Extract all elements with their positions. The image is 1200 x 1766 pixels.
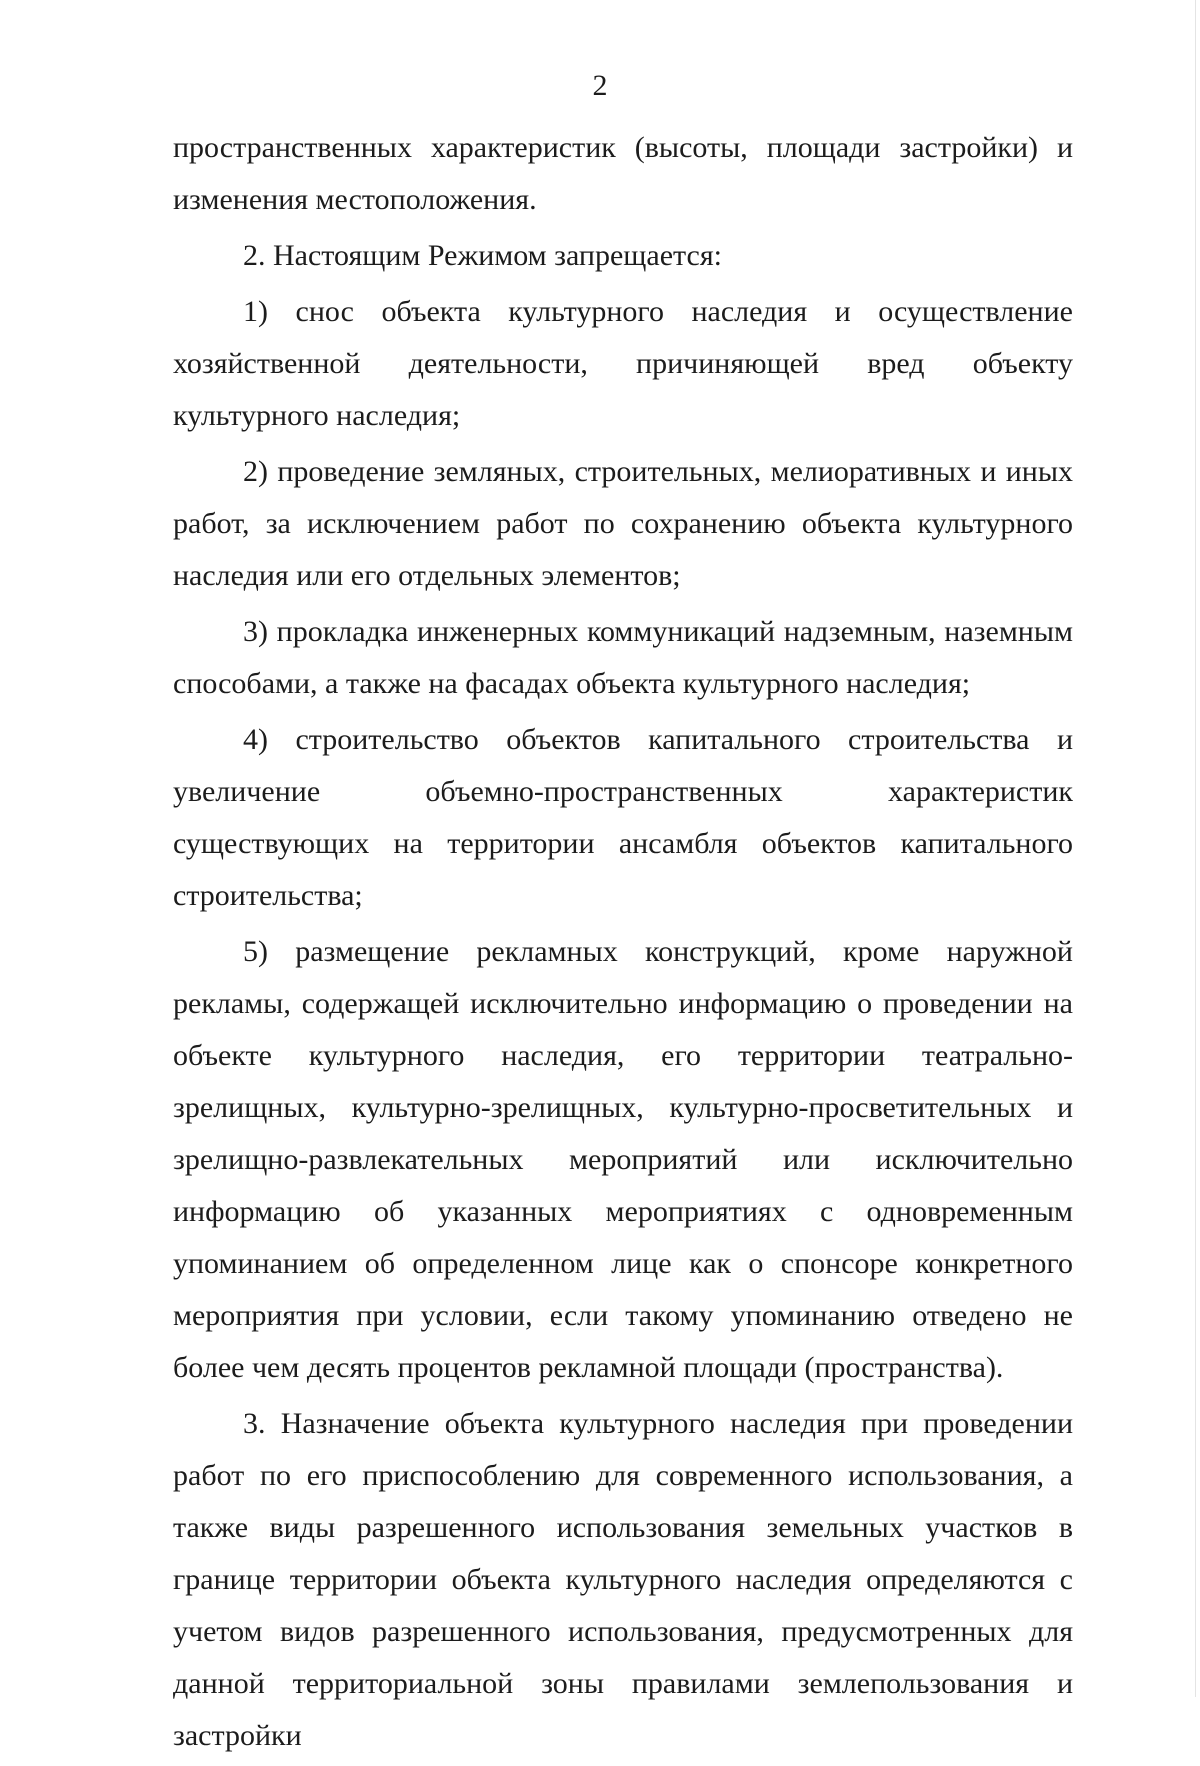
paragraph-section-2-heading: 2. Настоящим Режимом запрещается: (243, 239, 722, 272)
paragraph-item-4: 4) строительство объектов капитального строительства и увеличение объемно-пространственных характеристик существующих на территории ансамбля объектов капитального строительства; (173, 723, 1073, 912)
paragraph-item-1: 1) снос объекта культурного наследия и осуществление хозяйственной деятельности, причиняющей вред объекту культурного наследия; (173, 295, 1073, 432)
page-number: 2 (592, 69, 608, 102)
document-body (173, 122, 1073, 1766)
paragraph-continuation: пространственных характеристик (высоты, площади застройки) и изменения местоположения. (173, 131, 1073, 216)
paragraph-item-5: 5) размещение рекламных конструкций, кроме наружной рекламы, содержащей исключительно информацию о проведении на объекте культурного наследия, его территории театрально-зрелищных, культурно-зрелищных, культурно-просветительных и зрелищно-развлекательных мероприятий или исключительно информацию об указанных мероприятиях с одновременным упоминанием об определенном лице как о спонсоре конкретного мероприятия при условии, если такому упоминанию отведено не более чем десять процентов рекламной площади (пространства). (173, 935, 1073, 1384)
scan-edge-line (1195, 0, 1196, 1697)
paragraph-section-3: 3. Назначение объекта культурного наследия при проведении работ по его приспособлению для современного использования, а также виды разрешенного использования земельных участков в границе территории объекта культурного наследия определяются с учетом видов разрешенного использования, предусмотренных для данной территориальной зоны правилами землепользования и застройки (173, 1407, 1073, 1752)
paragraph-item-2: 2) проведение земляных, строительных, мелиоративных и иных работ, за исключением работ по сохранению объекта культурного наследия или его отдельных элементов; (173, 455, 1073, 592)
paragraph-item-3: 3) прокладка инженерных коммуникаций надземным, наземным способами, а также на фасадах объекта культурного наследия; (173, 615, 1073, 700)
